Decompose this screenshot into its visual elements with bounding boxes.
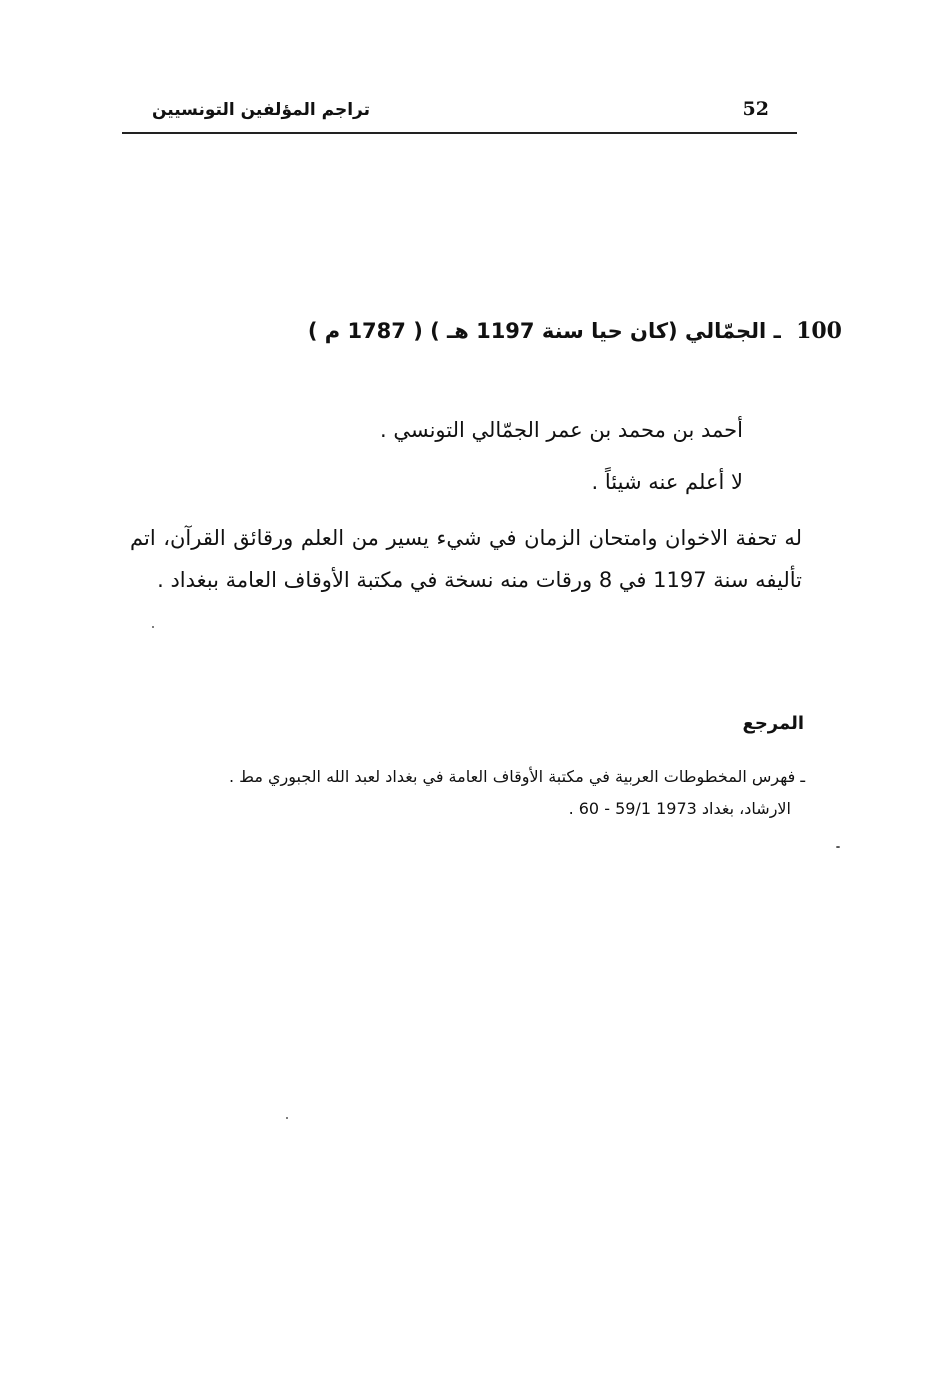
reference-item bbox=[125, 761, 805, 825]
page-number: 52 bbox=[742, 98, 769, 120]
references-heading: المرجع bbox=[742, 713, 804, 734]
scan-speck bbox=[286, 1117, 288, 1119]
reference-line-2: الارشاد، بغداد 1973 59/1 - 60 . bbox=[568, 799, 791, 818]
author-note: لا أعلم عنه شيئاً . bbox=[591, 470, 743, 494]
entry-heading-text: ـ الجمّالي (كان حيا سنة 1197 هـ ) ( 1787 م ) bbox=[307, 319, 781, 343]
page-header bbox=[122, 96, 797, 134]
running-title: تراجم المؤلفين التونسيين bbox=[152, 100, 370, 120]
author-full-name: أحمد بن محمد بن عمر الجمّالي التونسي . bbox=[380, 418, 743, 442]
reference-line-1: ـ فهرس المخطوطات العربية في مكتبة الأوقاف العامة في بغداد لعبد الله الجبوري مط . bbox=[228, 767, 805, 786]
entry-heading bbox=[242, 318, 842, 344]
scan-speck bbox=[836, 846, 840, 848]
entry-number: 100 bbox=[796, 318, 842, 344]
entry-body-paragraph: له تحفة الاخوان وامتحان الزمان في شيء يسير من العلم ورقائق القرآن، اتم تأليفه سنة 1197 في 8 ورقات منه نسخة في مكتبة الأوقاف العامة ببغداد . bbox=[130, 526, 802, 592]
scan-speck bbox=[152, 626, 154, 628]
